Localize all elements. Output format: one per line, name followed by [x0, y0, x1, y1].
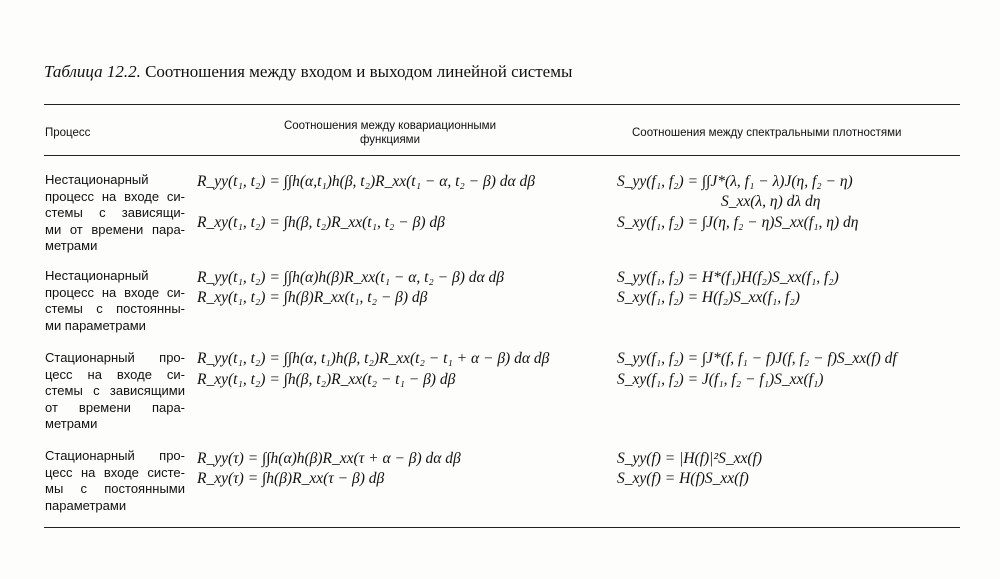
row4-cov-yy-formula: R_yy(τ) = ∫∫h(α)h(β)R_xx(τ + α − β) dα dβ [197, 450, 461, 467]
process-line: цесс на входе систе- [45, 464, 185, 480]
header-rule [44, 155, 960, 156]
header-process: Процесс [45, 127, 91, 139]
row3-spec-yy-formula: S_yy(f₁, f₂) = ∫J*(f, f₁ − f)J(f, f₂ − f)S_xx(f) df [617, 350, 897, 367]
row1-spec-xy-formula: S_xy(f₁, f₂) = ∫J(η, f₂ − η)S_xx(f₁, η) dη [617, 214, 859, 231]
row3-cov-yy-formula: R_yy(t₁, t₂) = ∫∫h(α, t₁)h(β, t₂)R_xx(t₂ − t₁ + α − β) dα dβ [197, 350, 550, 367]
process-line: процесс на входе си- [45, 284, 185, 300]
row1-cov-xy-formula: R_xy(t₁, t₂) = ∫h(β, t₂)R_xx(t₁, t₂ − β) dβ [197, 214, 445, 231]
top-rule [44, 104, 960, 105]
process-line: Стационарный про- [45, 448, 185, 463]
header-spectral: Соотношения между спектральными плотностями [632, 127, 902, 139]
process-line: Нестационарный [45, 268, 149, 283]
process-line: от времени пара- [45, 399, 185, 415]
process-line: метрами [45, 416, 98, 431]
row4-process [45, 448, 185, 514]
row1-cov-yy-formula: R_yy(t₁, t₂) = ∫∫h(α,t₁)h(β, t₂)R_xx(t₁ − α, t₂ − β) dα dβ [197, 173, 535, 190]
process-line: ми параметрами [45, 317, 146, 333]
row2-spec-xy-formula: S_xy(f₁, f₂) = H(f₂)S_xx(f₁, f₂) [617, 289, 800, 306]
process-line: стемы с постоянны- [45, 301, 185, 316]
row1-process [45, 172, 185, 255]
process-line: ми от времени пара- [45, 221, 185, 237]
row1-spec-yy-formula: S_yy(f₁, f₂) = ∫∫J*(λ, f₁ − λ)J(η, f₂ − η) [617, 173, 853, 190]
table-caption [44, 62, 572, 82]
process-line: Стационарный про- [45, 350, 185, 365]
process-line: метрами [45, 238, 98, 253]
row1-spec-yy-continuation: S_xx(λ, η) dλ dη [721, 193, 821, 210]
row3-process [45, 350, 185, 433]
bottom-rule [44, 527, 960, 528]
process-line: процесс на входе си- [45, 188, 185, 204]
row2-process [45, 268, 185, 334]
row2-cov-xy-formula: R_xy(t₁, t₂) = ∫h(β)R_xx(t₁, t₂ − β) dβ [197, 289, 428, 306]
process-line: мы с постоянными [45, 481, 185, 496]
row2-spec-yy-formula: S_yy(f₁, f₂) = H*(f₁)H(f₂)S_xx(f₁, f₂) [617, 269, 839, 286]
caption-label: Таблица 12.2. [44, 62, 141, 81]
row4-spec-xy-formula: S_xy(f) = H(f)S_xx(f) [617, 470, 749, 487]
header-covariance-line2: функциями [359, 134, 421, 146]
process-line: параметрами [45, 497, 127, 513]
process-line: стемы с зависящи- [45, 205, 185, 220]
caption-text: Соотношения между входом и выходом линейной системы [145, 62, 573, 81]
row4-cov-xy-formula: R_xy(τ) = ∫h(β)R_xx(τ − β) dβ [197, 470, 385, 487]
row2-cov-yy-formula: R_yy(t₁, t₂) = ∫∫h(α)h(β)R_xx(t₁ − α, t₂ − β) dα dβ [197, 269, 504, 286]
header-covariance-line1: Соотношения между ковариационными [283, 120, 497, 132]
header-covariance [240, 119, 540, 147]
process-line: стемы с зависящими [45, 383, 185, 398]
process-line: Нестационарный [45, 172, 149, 187]
row3-cov-xy-formula: R_xy(t₁, t₂) = ∫h(β, t₂)R_xx(t₂ − t₁ − β) dβ [197, 371, 456, 388]
row4-spec-yy-formula: S_yy(f) = |H(f)|²S_xx(f) [617, 450, 762, 467]
row3-spec-xy-formula: S_xy(f₁, f₂) = J(f₁, f₂ − f₁)S_xx(f₁) [617, 371, 824, 388]
process-line: цесс на входе си- [45, 366, 185, 382]
